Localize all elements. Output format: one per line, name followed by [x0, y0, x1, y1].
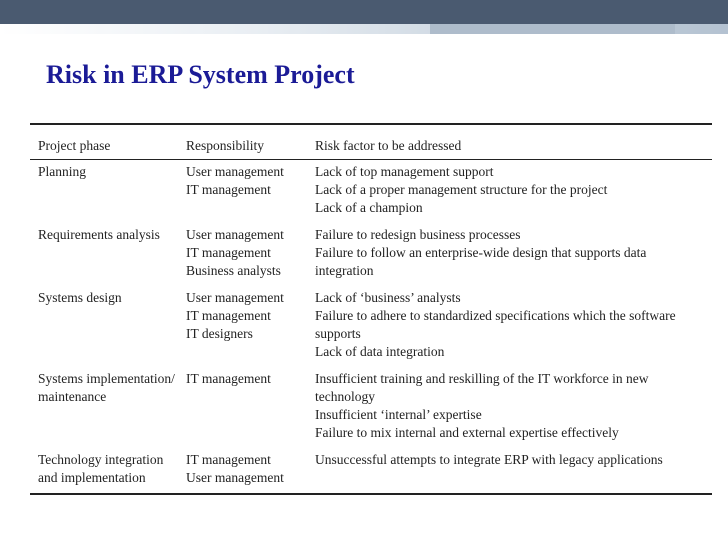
responsibility-cell — [178, 367, 307, 448]
phase-line: Requirements analysis — [38, 227, 160, 242]
responsibility-line: Business analysts — [186, 263, 281, 278]
risk-cell — [307, 367, 712, 448]
table-row — [30, 367, 712, 448]
phase-line: and implementation — [38, 470, 146, 485]
responsibility-cell — [178, 160, 307, 223]
risk-line: Unsuccessful attempts to integrate ERP with legacy applications — [315, 452, 663, 467]
risk-line: technology — [315, 389, 375, 404]
responsibility-line: IT management — [186, 371, 271, 386]
risk-line: Lack of data integration — [315, 344, 445, 359]
phase-cell — [30, 448, 178, 493]
phase-line: Planning — [38, 164, 87, 179]
responsibility-line: IT designers — [186, 326, 253, 341]
table-row — [30, 286, 712, 367]
table-row — [30, 160, 712, 223]
responsibility-cell — [178, 286, 307, 367]
table-row — [30, 448, 712, 493]
responsibility-line: User management — [186, 470, 284, 485]
phase-line: Systems implementation/ — [38, 371, 175, 386]
risk-line: Lack of a champion — [315, 200, 423, 215]
risk-line: Insufficient ‘internal’ expertise — [315, 407, 482, 422]
responsibility-line: IT management — [186, 452, 271, 467]
responsibility-line: User management — [186, 290, 284, 305]
header-project-phase: Project phase — [38, 138, 111, 153]
phase-line: Technology integration — [38, 452, 164, 467]
responsibility-line: IT management — [186, 308, 271, 323]
risk-cell — [307, 160, 712, 223]
risk-line: Failure to follow an enterprise-wide design that supports data — [315, 245, 647, 260]
header-risk-factor: Risk factor to be addressed — [315, 138, 462, 153]
risk-line: Failure to redesign business processes — [315, 227, 521, 242]
responsibility-line: IT management — [186, 245, 271, 260]
responsibility-line: User management — [186, 164, 284, 179]
phase-line: Systems design — [38, 290, 122, 305]
risk-line: Lack of ‘business’ analysts — [315, 290, 461, 305]
risk-cell — [307, 223, 712, 286]
risk-line: Lack of top management support — [315, 164, 494, 179]
table-bottom-rule — [30, 493, 712, 495]
responsibility-line: IT management — [186, 182, 271, 197]
risk-line: supports — [315, 326, 361, 341]
risk-line: Lack of a proper management structure for the project — [315, 182, 608, 197]
phase-cell — [30, 367, 178, 448]
responsibility-cell — [178, 223, 307, 286]
risk-table-body — [30, 160, 712, 493]
slide-header-accent — [0, 24, 728, 34]
responsibility-cell — [178, 448, 307, 493]
slide-title: Risk in ERP System Project — [46, 60, 355, 89]
responsibility-line: User management — [186, 227, 284, 242]
phase-cell — [30, 223, 178, 286]
risk-line: Failure to mix internal and external expertise effectively — [315, 425, 619, 440]
accent-segment — [430, 24, 675, 34]
table-row — [30, 223, 712, 286]
header-responsibility: Responsibility — [186, 138, 265, 153]
phase-line: maintenance — [38, 389, 107, 404]
risk-cell — [307, 286, 712, 367]
risk-cell — [307, 448, 712, 493]
risk-line: Insufficient training and reskilling of the IT workforce in new — [315, 371, 649, 386]
slide-header-bar — [0, 0, 728, 24]
table-header-row — [30, 125, 712, 159]
risk-table-grid — [30, 125, 712, 159]
risk-table — [30, 123, 712, 495]
phase-cell — [30, 286, 178, 367]
risk-line: integration — [315, 263, 374, 278]
risk-line: Failure to adhere to standardized specifications which the software — [315, 308, 676, 323]
phase-cell — [30, 160, 178, 223]
